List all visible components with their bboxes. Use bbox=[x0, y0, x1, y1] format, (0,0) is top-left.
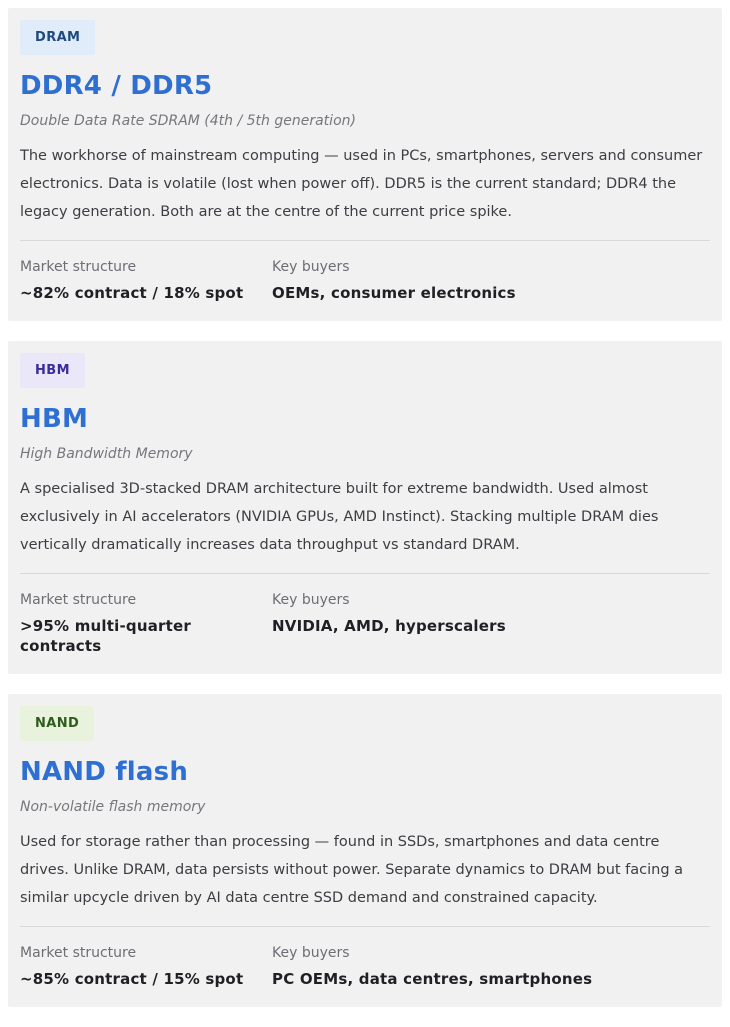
category-badge: DRAM bbox=[20, 20, 95, 55]
memory-card-dram bbox=[8, 8, 722, 321]
card-title: NAND flash bbox=[20, 757, 189, 787]
card-description: Used for storage rather than processing — found in SSDs, smartphones and data centre drives. Unlike DRAM, data persists without power. Separate dynamics to DRAM but facing a similar upcycle driven by AI data centre SSD demand and constrained capacity. bbox=[20, 834, 684, 906]
memory-card-hbm bbox=[8, 341, 722, 674]
category-badge: HBM bbox=[20, 353, 85, 388]
memory-card-nand bbox=[8, 694, 722, 1007]
key-buyers-value: PC OEMs, data centres, smartphones bbox=[272, 970, 593, 988]
card-footer bbox=[20, 591, 710, 656]
market-structure-column bbox=[20, 944, 272, 989]
card-subtitle: Double Data Rate SDRAM (4th / 5th generation) bbox=[20, 113, 356, 129]
key-buyers-column bbox=[272, 944, 710, 989]
divider bbox=[20, 926, 710, 927]
divider bbox=[20, 240, 710, 241]
card-description: A specialised 3D-stacked DRAM architecture built for extreme bandwidth. Used almost exclusively in AI accelerators (NVIDIA GPUs, AMD Instinct). Stacking multiple DRAM dies vertically dramatically increases data throughput vs standard DRAM. bbox=[20, 481, 659, 553]
card-title: HBM bbox=[20, 404, 89, 434]
market-structure-label: Market structure bbox=[20, 945, 137, 961]
card-subtitle: High Bandwidth Memory bbox=[20, 446, 193, 462]
market-structure-column bbox=[20, 591, 272, 656]
card-title: DDR4 / DDR5 bbox=[20, 71, 213, 101]
key-buyers-column bbox=[272, 591, 710, 656]
key-buyers-label: Key buyers bbox=[272, 945, 350, 961]
key-buyers-value: OEMs, consumer electronics bbox=[272, 284, 516, 302]
divider bbox=[20, 573, 710, 574]
market-structure-label: Market structure bbox=[20, 259, 137, 275]
card-description: The workhorse of mainstream computing — used in PCs, smartphones, servers and consumer electronics. Data is volatile (lost when power off). DDR5 is the current standard; DDR4 the legacy generation. Both are at the centre of the current price spike. bbox=[20, 148, 703, 220]
card-footer bbox=[20, 944, 710, 989]
market-structure-value: ~82% contract / 18% spot bbox=[20, 284, 244, 302]
key-buyers-label: Key buyers bbox=[272, 259, 350, 275]
key-buyers-value: NVIDIA, AMD, hyperscalers bbox=[272, 617, 506, 635]
key-buyers-column bbox=[272, 258, 710, 303]
key-buyers-label: Key buyers bbox=[272, 592, 350, 608]
market-structure-value: >95% multi-quarter contracts bbox=[20, 617, 191, 655]
market-structure-value: ~85% contract / 15% spot bbox=[20, 970, 244, 988]
category-badge: NAND bbox=[20, 706, 94, 741]
market-structure-label: Market structure bbox=[20, 592, 137, 608]
card-footer bbox=[20, 258, 710, 303]
market-structure-column bbox=[20, 258, 272, 303]
card-subtitle: Non-volatile flash memory bbox=[20, 799, 206, 815]
